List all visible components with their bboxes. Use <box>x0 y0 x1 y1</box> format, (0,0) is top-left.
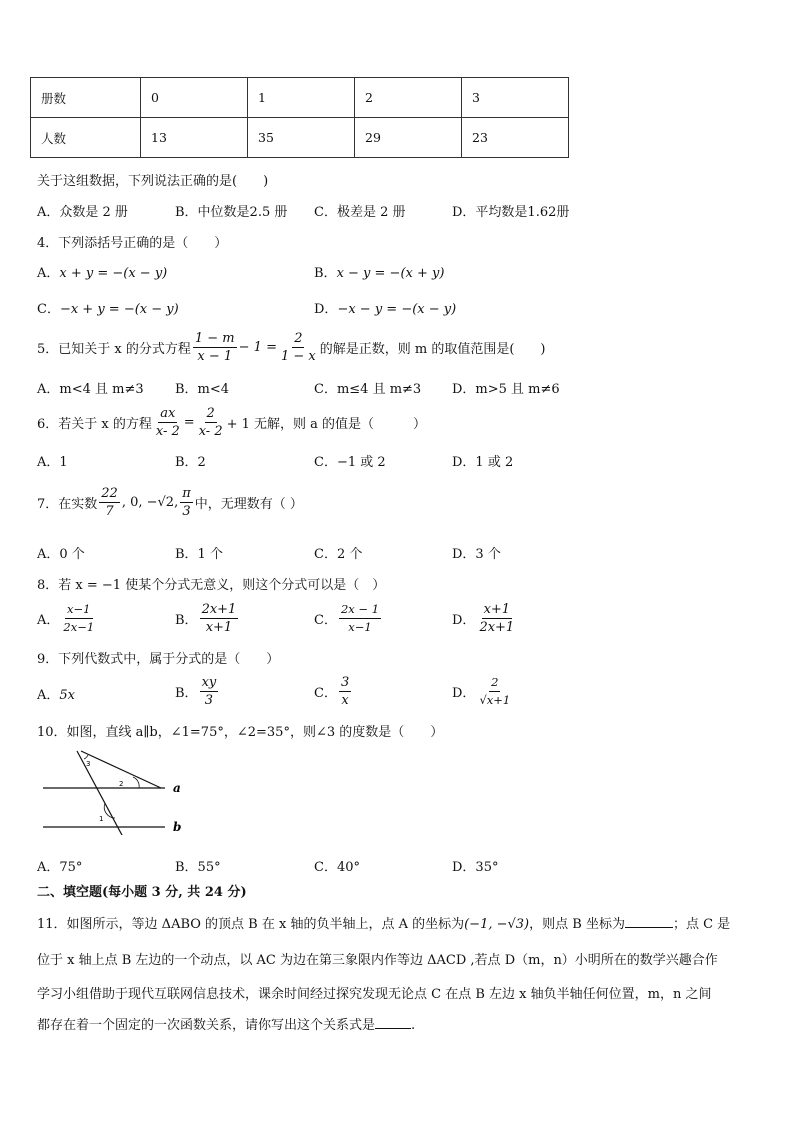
denominator: x- 2 <box>155 424 180 439</box>
numerator: 1 − m <box>194 331 235 346</box>
numerator: 3 <box>340 675 350 690</box>
q6-option-a: A．1 <box>37 455 68 470</box>
q8-option-b <box>175 601 240 636</box>
label-a: a <box>173 781 181 795</box>
math-expr: x + y = −(x − y) <box>59 266 168 281</box>
q6-option-d: D．1 或 2 <box>452 455 514 470</box>
numerator: x−1 <box>65 601 92 619</box>
numerator: ax <box>160 406 176 421</box>
q5-pre: 5．已知关于 x 的分式方程 <box>37 342 191 357</box>
numerator: 2x+1 <box>201 602 237 617</box>
q10-option-a: A．75° <box>37 860 83 875</box>
fraction <box>477 674 512 709</box>
table-cell: 13 <box>141 118 248 158</box>
table-cell: 3 <box>462 78 569 118</box>
denominator: 7 <box>105 504 114 519</box>
q4-option-c <box>37 298 179 317</box>
fraction <box>154 405 182 440</box>
fraction <box>200 674 219 709</box>
q5-option-d: D．m>5 且 m≠6 <box>452 382 560 397</box>
parallel-lines-figure <box>35 745 195 835</box>
q3-option-d: D．平均数是1.62册 <box>452 205 570 220</box>
q7-pre: 7．在实数 <box>37 497 98 512</box>
answer-blank[interactable] <box>375 1016 411 1029</box>
table-cell: 29 <box>355 118 462 158</box>
table-cell: 2 <box>355 78 462 118</box>
q9-option-c <box>314 674 353 709</box>
q7-option-c: C．2 个 <box>314 547 363 562</box>
option-label: D． <box>314 302 338 317</box>
angle-3-arc <box>84 755 88 759</box>
q6-post: + 1 无解，则 a 的值是（ ） <box>226 417 427 432</box>
q8-option-c <box>314 601 383 636</box>
q6-eq: = <box>183 415 195 430</box>
q7-option-b: B．1 个 <box>175 547 223 562</box>
q5-mid: − 1 = <box>238 340 277 355</box>
q8-option-d <box>452 601 518 636</box>
option-label: C． <box>314 613 337 628</box>
q6-option-b: B．2 <box>175 455 206 470</box>
option-label: B． <box>175 686 198 701</box>
q11-text: ；点 C 是 <box>672 917 731 932</box>
denominator: 1 − x <box>280 349 316 364</box>
q8-option-a <box>37 601 98 636</box>
option-label: C． <box>314 686 337 701</box>
math-expr: −x − y = −(x − y) <box>337 302 457 317</box>
numerator: π <box>182 486 191 501</box>
q5-option-b: B．m<4 <box>175 382 230 397</box>
table-cell: 1 <box>248 78 355 118</box>
option-label: B． <box>314 266 337 281</box>
table-row <box>31 78 569 118</box>
q3-option-c: C．极差是 2 册 <box>314 205 406 220</box>
q4-option-a <box>37 262 167 281</box>
fraction <box>279 330 318 365</box>
option-label: B． <box>175 613 198 628</box>
denominator: √x+1 <box>479 693 511 707</box>
denominator: 2x+1 <box>479 620 515 635</box>
q3-option-a: A．众数是 2 册 <box>37 205 128 220</box>
q11-text: 都存在着一个固定的一次函数关系，请你写出这个关系式是 <box>37 1018 376 1033</box>
label-angle-1: 1 <box>99 815 104 823</box>
q7-mid: , 0, −√2, <box>121 495 179 510</box>
option-label: A． <box>37 613 60 628</box>
q10-option-c: C．40° <box>314 860 360 875</box>
q11-line-4 <box>37 1014 415 1033</box>
q7-option-a: A．0 个 <box>37 547 85 562</box>
table-cell: 册数 <box>31 78 141 118</box>
q10-stem: 10．如图，直线 a∥b，∠1=75°，∠2=35°，则∠3 的度数是（ ） <box>37 725 444 740</box>
q9-option-d <box>452 674 514 709</box>
q6-pre: 6．若关于 x 的方程 <box>37 417 152 432</box>
fraction <box>61 601 96 636</box>
option-label: D． <box>452 613 476 628</box>
label-angle-3: 3 <box>86 760 91 768</box>
q5-post: 的解是正数，则 m 的取值范围是( ) <box>319 342 546 357</box>
numerator: 2 <box>294 331 303 346</box>
denominator: x−1 <box>348 620 372 634</box>
q11-text: . <box>411 1018 416 1033</box>
numerator: x+1 <box>483 602 511 617</box>
numerator: 2 <box>206 406 215 421</box>
denominator: x+1 <box>205 620 233 635</box>
fraction <box>477 601 516 636</box>
q9-stem: 9．下列代数式中，属于分式的是（ ） <box>37 652 280 667</box>
math-expr: 5x <box>59 688 75 703</box>
q6-option-c: C．−1 或 2 <box>314 455 386 470</box>
option-label: D． <box>452 686 476 701</box>
numerator: 2 <box>489 674 500 692</box>
denominator: x- 2 <box>198 424 223 439</box>
q11-coord: (−1, −√3) <box>464 917 530 932</box>
q9-option-a <box>37 684 75 703</box>
q11-text: 11．如图所示，等边 ΔABO 的顶点 B 在 x 轴的负半轴上，点 A 的坐标为 <box>37 917 465 932</box>
math-expr: −x + y = −(x − y) <box>59 302 179 317</box>
fraction <box>197 405 225 440</box>
option-label: A． <box>37 688 60 703</box>
q3-stem: 关于这组数据，下列说法正确的是( ) <box>37 174 269 189</box>
denominator: 3 <box>204 693 214 708</box>
numerator: 22 <box>101 486 118 501</box>
label-b: b <box>173 820 182 834</box>
q5-stem <box>37 330 545 365</box>
option-label: C． <box>37 302 60 317</box>
option-label: A． <box>37 266 60 281</box>
q4-option-d <box>314 298 456 317</box>
q9-option-b <box>175 674 220 709</box>
q5-option-a: A．m<4 且 m≠3 <box>37 382 144 397</box>
q7-stem <box>37 485 303 520</box>
fraction <box>193 330 237 365</box>
fraction <box>180 485 193 520</box>
q11-line-3: 学习小组借助于现代互联网信息技术，课余时间经过探究发现无论点 C 在点 B 左边 x 轴负半轴任何位置，m，n 之间 <box>37 987 712 1002</box>
section-heading: 二、填空题(每小题 3 分, 共 24 分) <box>37 885 247 900</box>
denominator: x <box>341 693 349 708</box>
denominator: 3 <box>182 504 191 519</box>
q4-option-b <box>314 262 444 281</box>
denominator: x − 1 <box>197 349 233 364</box>
math-expr: x − y = −(x + y) <box>336 266 445 281</box>
q7-post: 中，无理数有（ ） <box>194 497 303 512</box>
q10-option-d: D．35° <box>452 860 499 875</box>
table-cell: 人数 <box>31 118 141 158</box>
label-angle-2: 2 <box>119 780 124 788</box>
denominator: 2x−1 <box>63 620 95 634</box>
numerator: 2x − 1 <box>339 601 381 619</box>
table-cell: 35 <box>248 118 355 158</box>
angle-2-arc <box>133 777 139 788</box>
data-table <box>30 77 569 158</box>
table-cell: 0 <box>141 78 248 118</box>
q10-option-b: B．55° <box>175 860 221 875</box>
q11-line-2: 位于 x 轴上点 B 左边的一个动点，以 AC 为边在第三象限内作等边 ΔACD ,若点 D（m，n）小明所在的数学兴趣合作 <box>37 953 718 968</box>
fraction <box>339 601 381 636</box>
q5-option-c: C．m≤4 且 m≠3 <box>314 382 422 397</box>
fraction <box>99 485 120 520</box>
fraction <box>339 674 351 709</box>
q4-stem: 4．下列添括号正确的是（ ） <box>37 236 228 251</box>
q11-line-1 <box>37 913 730 932</box>
q3-option-b: B．中位数是2.5 册 <box>175 205 288 220</box>
q7-option-d: D．3 个 <box>452 547 501 562</box>
q6-stem <box>37 405 426 440</box>
q11-text: ，则点 B 坐标为 <box>529 917 625 932</box>
table-cell: 23 <box>462 118 569 158</box>
fraction <box>200 601 239 636</box>
answer-blank[interactable] <box>625 915 673 928</box>
q8-stem: 8．若 x = −1 使某个分式无意义，则这个分式可以是（ ） <box>37 578 386 593</box>
table-row <box>31 118 569 158</box>
numerator: xy <box>201 675 217 690</box>
